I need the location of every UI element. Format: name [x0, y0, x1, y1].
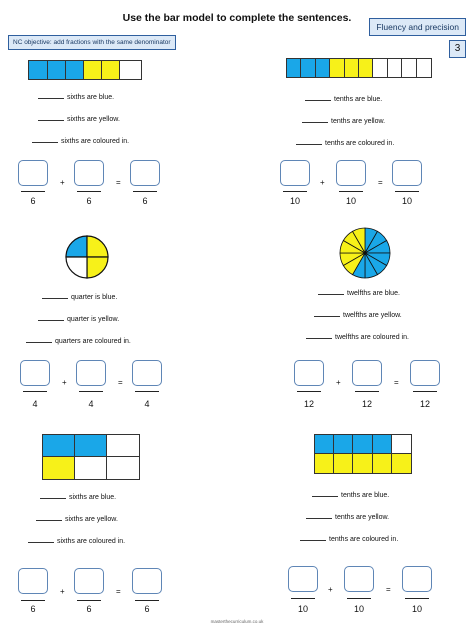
- plus-sign: +: [336, 378, 341, 387]
- plus-sign: +: [60, 178, 65, 187]
- sentence-text: twelfths are coloured in.: [335, 334, 409, 341]
- denominator: 10: [411, 604, 422, 614]
- answer-box[interactable]: [20, 360, 50, 386]
- answer-box[interactable]: [132, 360, 162, 386]
- bar-cell: [301, 59, 315, 77]
- denominator: 4: [88, 399, 94, 409]
- answer-blank[interactable]: [32, 136, 58, 143]
- q5-sentence-yellow: [36, 514, 118, 523]
- fraction-line: [395, 191, 419, 192]
- q2-sentence-blue: [305, 94, 382, 103]
- denominator: 10: [401, 196, 412, 206]
- bar-cell: [402, 59, 416, 77]
- sentence-text: sixths are yellow.: [65, 516, 118, 523]
- answer-blank[interactable]: [306, 332, 332, 339]
- answer-blank[interactable]: [312, 490, 338, 497]
- nc-objective: NC objective: add fractions with the same denominator: [8, 35, 176, 50]
- denominator: 10: [345, 196, 356, 206]
- equals-sign: =: [386, 585, 391, 594]
- denominator: 12: [303, 399, 314, 409]
- grid-model-sixths: [42, 434, 140, 480]
- fraction-line: [79, 391, 103, 392]
- grid-cell: [43, 435, 75, 457]
- q6-sentence-blue: [312, 490, 389, 499]
- equals-sign: =: [378, 178, 383, 187]
- bar-cell: [316, 59, 330, 77]
- grid-cell: [392, 435, 411, 454]
- answer-box[interactable]: [18, 568, 48, 594]
- answer-box[interactable]: [18, 160, 48, 186]
- fraction-line: [297, 391, 321, 392]
- sentence-text: sixths are yellow.: [67, 116, 120, 123]
- pie-slice: [87, 257, 108, 278]
- fraction-line: [405, 598, 429, 599]
- bar-cell: [388, 59, 402, 77]
- equals-sign: =: [116, 178, 121, 187]
- q1-sentence-yellow: [38, 114, 120, 123]
- fraction-line: [339, 191, 363, 192]
- fraction-line: [347, 598, 371, 599]
- bar-cell: [29, 61, 48, 79]
- footer-url: masterthecurriculum.co.uk: [210, 619, 264, 624]
- q1-sentence-blue: [38, 92, 114, 101]
- answer-box[interactable]: [130, 160, 160, 186]
- plus-sign: +: [60, 587, 65, 596]
- grid-cell: [353, 435, 372, 454]
- denominator: 6: [144, 604, 150, 614]
- q2-sentence-yellow: [302, 116, 385, 125]
- sentence-text: sixths are blue.: [69, 494, 117, 501]
- grid-cell: [107, 435, 139, 457]
- grid-cell: [392, 454, 411, 473]
- denominator: 12: [419, 399, 430, 409]
- answer-blank[interactable]: [28, 536, 54, 543]
- answer-box[interactable]: [294, 360, 324, 386]
- bar-cell: [66, 61, 84, 79]
- fraction-line: [135, 391, 159, 392]
- bar-cell: [287, 59, 301, 77]
- sentence-text: quarters are coloured in.: [55, 338, 131, 345]
- q5-sentence-coloured: [28, 536, 125, 545]
- answer-blank[interactable]: [38, 314, 64, 321]
- q4-sentence-yellow: [314, 310, 402, 319]
- answer-box[interactable]: [76, 360, 106, 386]
- bar-cell: [359, 59, 373, 77]
- answer-box[interactable]: [132, 568, 162, 594]
- plus-sign: +: [320, 178, 325, 187]
- sentence-text: sixths are blue.: [67, 94, 115, 101]
- denominator: 6: [86, 604, 92, 614]
- denominator: 12: [361, 399, 372, 409]
- answer-blank[interactable]: [306, 512, 332, 519]
- sentence-text: quarter is yellow.: [67, 316, 120, 323]
- answer-blank[interactable]: [38, 92, 64, 99]
- q2-sentence-coloured: [296, 138, 394, 147]
- fraction-line: [21, 191, 45, 192]
- denominator: 4: [32, 399, 38, 409]
- pie-slice: [87, 236, 108, 257]
- grid-cell: [107, 457, 139, 479]
- answer-blank[interactable]: [300, 534, 326, 541]
- pie-slice: [66, 236, 87, 257]
- page-number: 3: [449, 40, 466, 58]
- equals-sign: =: [116, 587, 121, 596]
- sentence-text: sixths are coloured in.: [57, 538, 126, 545]
- denominator: 6: [30, 604, 36, 614]
- sentence-text: twelfths are yellow.: [343, 312, 402, 319]
- denominator: 4: [144, 399, 150, 409]
- fraction-line: [77, 191, 101, 192]
- grid-cell: [43, 457, 75, 479]
- fraction-line: [21, 600, 45, 601]
- bar-cell: [120, 61, 139, 79]
- equals-sign: =: [394, 378, 399, 387]
- q4-sentence-coloured: [306, 332, 409, 341]
- denominator: 10: [353, 604, 364, 614]
- fraction-line: [291, 598, 315, 599]
- bar-cell: [373, 59, 387, 77]
- sentence-text: tenths are yellow.: [331, 118, 386, 125]
- grid-cell: [334, 454, 353, 473]
- q6-sentence-yellow: [306, 512, 389, 521]
- fraction-line: [413, 391, 437, 392]
- pie-slices: [340, 228, 390, 278]
- q3-sentence-coloured: [26, 336, 131, 345]
- answer-blank[interactable]: [40, 492, 66, 499]
- sentence-text: tenths are blue.: [334, 96, 383, 103]
- fluency-badge: Fluency and precision: [369, 18, 466, 36]
- grid-cell: [315, 454, 334, 473]
- pie-model-quarters: [64, 234, 110, 280]
- fraction-line: [135, 600, 159, 601]
- grid-cell: [373, 454, 392, 473]
- grid-cell: [373, 435, 392, 454]
- fraction-line: [283, 191, 307, 192]
- answer-blank[interactable]: [305, 94, 331, 101]
- fraction-line: [77, 600, 101, 601]
- answer-box[interactable]: [280, 160, 310, 186]
- grid-cell: [334, 435, 353, 454]
- sentence-text: twelfths are blue.: [347, 290, 400, 297]
- bar-cell: [417, 59, 431, 77]
- bar-cell: [48, 61, 66, 79]
- answer-box[interactable]: [74, 568, 104, 594]
- q3-sentence-yellow: [38, 314, 119, 323]
- q3-sentence-blue: [42, 292, 117, 301]
- answer-box[interactable]: [344, 566, 374, 592]
- answer-blank[interactable]: [38, 114, 64, 121]
- denominator: 10: [289, 196, 300, 206]
- q1-sentence-coloured: [32, 136, 129, 145]
- q6-sentence-coloured: [300, 534, 398, 543]
- sentence-text: tenths are blue.: [341, 492, 390, 499]
- bar-cell: [102, 61, 120, 79]
- grid-cell: [75, 435, 107, 457]
- answer-blank[interactable]: [296, 138, 322, 145]
- sentence-text: quarter is blue.: [71, 294, 118, 301]
- q5-sentence-blue: [40, 492, 116, 501]
- grid-cell: [315, 435, 334, 454]
- sentence-text: tenths are yellow.: [335, 514, 390, 521]
- answer-blank[interactable]: [314, 310, 340, 317]
- bar-cell: [84, 61, 102, 79]
- equals-sign: =: [118, 378, 123, 387]
- bar-cell: [330, 59, 344, 77]
- answer-box[interactable]: [410, 360, 440, 386]
- denominator: 6: [86, 196, 92, 206]
- bar-model-tenths: [286, 58, 432, 78]
- bar-model-sixths: [28, 60, 142, 80]
- answer-box[interactable]: [288, 566, 318, 592]
- sentence-text: tenths are coloured in.: [325, 140, 395, 147]
- denominator: 6: [30, 196, 36, 206]
- worksheet-title: Use the bar model to complete the sentences.: [122, 12, 352, 24]
- plus-sign: +: [62, 378, 67, 387]
- plus-sign: +: [328, 585, 333, 594]
- answer-box[interactable]: [392, 160, 422, 186]
- answer-box[interactable]: [74, 160, 104, 186]
- grid-cell: [75, 457, 107, 479]
- pie-slice: [66, 257, 87, 278]
- denominator: 6: [142, 196, 148, 206]
- sentence-text: tenths are coloured in.: [329, 536, 399, 543]
- answer-blank[interactable]: [36, 514, 62, 521]
- fraction-line: [23, 391, 47, 392]
- answer-box[interactable]: [352, 360, 382, 386]
- fraction-line: [355, 391, 379, 392]
- bar-cell: [345, 59, 359, 77]
- answer-box[interactable]: [336, 160, 366, 186]
- answer-blank[interactable]: [302, 116, 328, 123]
- pie-model-twelfths: [338, 226, 392, 280]
- q4-sentence-blue: [318, 288, 400, 297]
- grid-cell: [353, 454, 372, 473]
- answer-blank[interactable]: [42, 292, 68, 299]
- sentence-text: sixths are coloured in.: [61, 138, 130, 145]
- fraction-line: [133, 191, 157, 192]
- answer-blank[interactable]: [318, 288, 344, 295]
- grid-model-tenths: [314, 434, 412, 474]
- answer-blank[interactable]: [26, 336, 52, 343]
- answer-box[interactable]: [402, 566, 432, 592]
- denominator: 10: [297, 604, 308, 614]
